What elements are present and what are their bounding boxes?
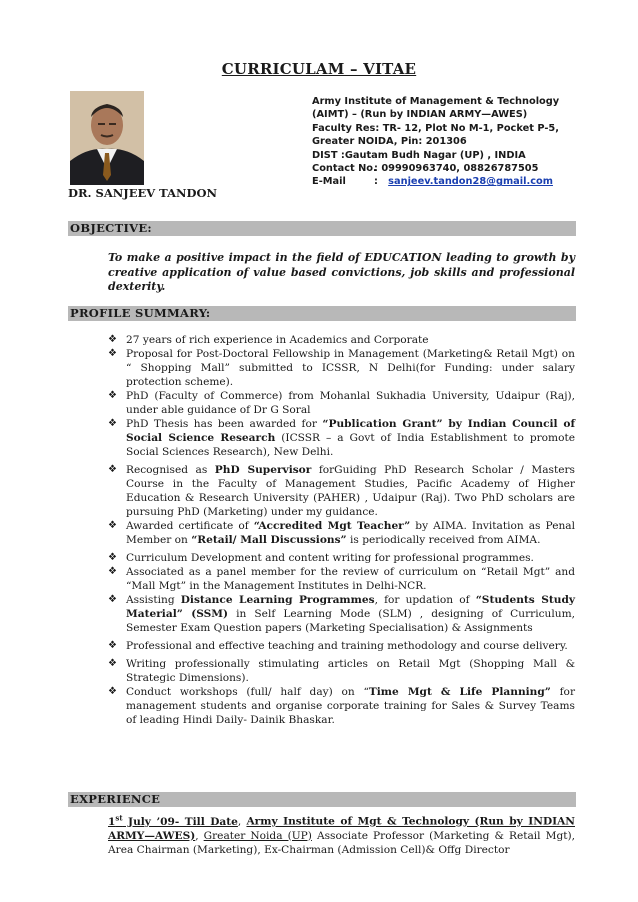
objective-heading: OBJECTIVE:	[68, 221, 576, 236]
bullet-icon: ❖	[108, 566, 117, 577]
address-district: DIST :Gautam Budh Nagar (UP) , INDIA	[312, 149, 526, 161]
bullet-icon: ❖	[108, 348, 117, 359]
bullet-icon: ❖	[108, 390, 117, 401]
email-label: E-Mail	[312, 176, 346, 188]
email-separator: :	[374, 176, 378, 188]
list-item: ❖ Conduct workshops (full/ half day) on “Time Mgt & Life Planning” for management students and organise corporate training for Sales & Survey Teams of leading Hindi Daily- Dainik Bhaskar.	[108, 686, 576, 726]
contact-number-row	[312, 162, 592, 175]
candidate-name: DR. SANJEEV TANDON	[68, 186, 218, 200]
profile-photo	[70, 91, 144, 185]
experience-date: 1st July ’09- Till Date	[108, 813, 238, 828]
experience-institute: Army Institute of Mgt & Technology (Run by INDIAN ARMY—AWES)	[108, 815, 575, 842]
objective-text: To make a positive impact in the field of EDUCATION leading to growth by creative application of value based convictions, job skills and professional dexterity.	[108, 251, 575, 293]
bullet-icon: ❖	[108, 520, 117, 531]
list-item: ❖ Curriculum Development and content writing for professional programmes.	[108, 552, 534, 564]
list-item: ❖ Writing professionally stimulating articles on Retail Mgt (Shopping Mall & Strategic Dimensions).	[108, 658, 575, 684]
list-item: ❖ PhD (Faculty of Commerce) from Mohanlal Sukhadia University, Udaipur (Raj), under able guidance of Dr G Soral	[108, 390, 575, 416]
document-title: CURRICULAM – VITAE	[221, 60, 417, 78]
contact-number-label: Contact No.	[312, 163, 377, 175]
experience-heading: EXPERIENCE	[68, 792, 576, 807]
address-line-2: Greater NOIDA, Pin: 201306	[312, 136, 467, 148]
list-item: ❖ Assisting Distance Learning Programmes, for updation of “Students Study Material” (SSM) in Self Learning Mode (SLM) , designing of Curriculum, Semester Exam Question papers (Marketing Specialisation) & Assignments	[108, 594, 576, 634]
list-item: ❖ 27 years of rich experience in Academics and Corporate	[108, 334, 429, 346]
institute-run-by: (AIMT) – (Run by INDIAN ARMY—AWES)	[312, 109, 528, 121]
experience-role: Associate Professor (Marketing & Retail Mgt), Area Chairman (Marketing), Ex-Chairman (Admission Cell)& Offg Director	[108, 829, 575, 856]
bullet-icon: ❖	[108, 552, 117, 563]
list-item: ❖ Proposal for Post-Doctoral Fellowship in Management (Marketing& Retail Mgt) on “ Shopping Mall” submitted to ICSSR, N Delhi(for Funding: under salary protection scheme).	[108, 348, 575, 388]
email-row	[312, 175, 592, 188]
contact-block	[312, 95, 592, 189]
bullet-icon: ❖	[108, 418, 117, 429]
institute-name: Army Institute of Management & Technology	[312, 96, 560, 107]
list-item: ❖ Professional and effective teaching and training methodology and course delivery.	[108, 640, 568, 652]
list-item: ❖ Associated as a panel member for the review of curriculum on “Retail Mgt” and “Mall Mgt” in the Management Institutes in Delhi-NCR.	[108, 566, 575, 592]
bullet-icon: ❖	[108, 640, 117, 651]
contact-number-value: : 09990963740, 08826787505	[374, 163, 539, 175]
list-item: ❖ PhD Thesis has been awarded for “Publication Grant” by Indian Council of Social Science Research (ICSSR – a Govt of India Establishment to promote Social Sciences Research), New Delhi.	[108, 418, 576, 458]
address-line-1: Faculty Res: TR- 12, Plot No M-1, Pocket P-5,	[312, 122, 559, 134]
bullet-icon: ❖	[108, 464, 117, 475]
experience-place: Greater Noida (UP)	[203, 829, 312, 842]
experience-entry: 1st July ’09- Till Date, Army Institute of Mgt & Technology (Run by INDIAN ARMY—AWES), Greater Noida (UP) Associate Professor (Marketing & Retail Mgt), Area Chairman (Marketing), Ex-Chairman (Admission Cell)& Offg Director	[108, 813, 575, 856]
portrait-image	[70, 91, 144, 185]
list-item: ❖ Recognised as PhD Supervisor forGuiding PhD Research Scholar / Masters Course in the Faculty of Management Studies, Pacific Academy of Higher Education & Research University (PAHER) , Udaipur (Raj). Two PhD scholars are pursuing PhD (Marketing) under my guidance.	[108, 464, 575, 518]
list-item: ❖ Awarded certificate of “Accredited Mgt Teacher” by AIMA. Invitation as Penal Member on “Retail/ Mall Discussions” is periodically received from AIMA.	[108, 520, 575, 546]
profile-summary-heading: PROFILE SUMMARY:	[68, 306, 576, 321]
bullet-icon: ❖	[108, 686, 117, 697]
bullet-icon: ❖	[108, 658, 117, 669]
bullet-icon: ❖	[108, 334, 117, 345]
email-link[interactable]: sanjeev.tandon28@gmail.com	[388, 176, 553, 188]
profile-summary-list	[108, 333, 575, 727]
bullet-icon: ❖	[108, 594, 117, 605]
